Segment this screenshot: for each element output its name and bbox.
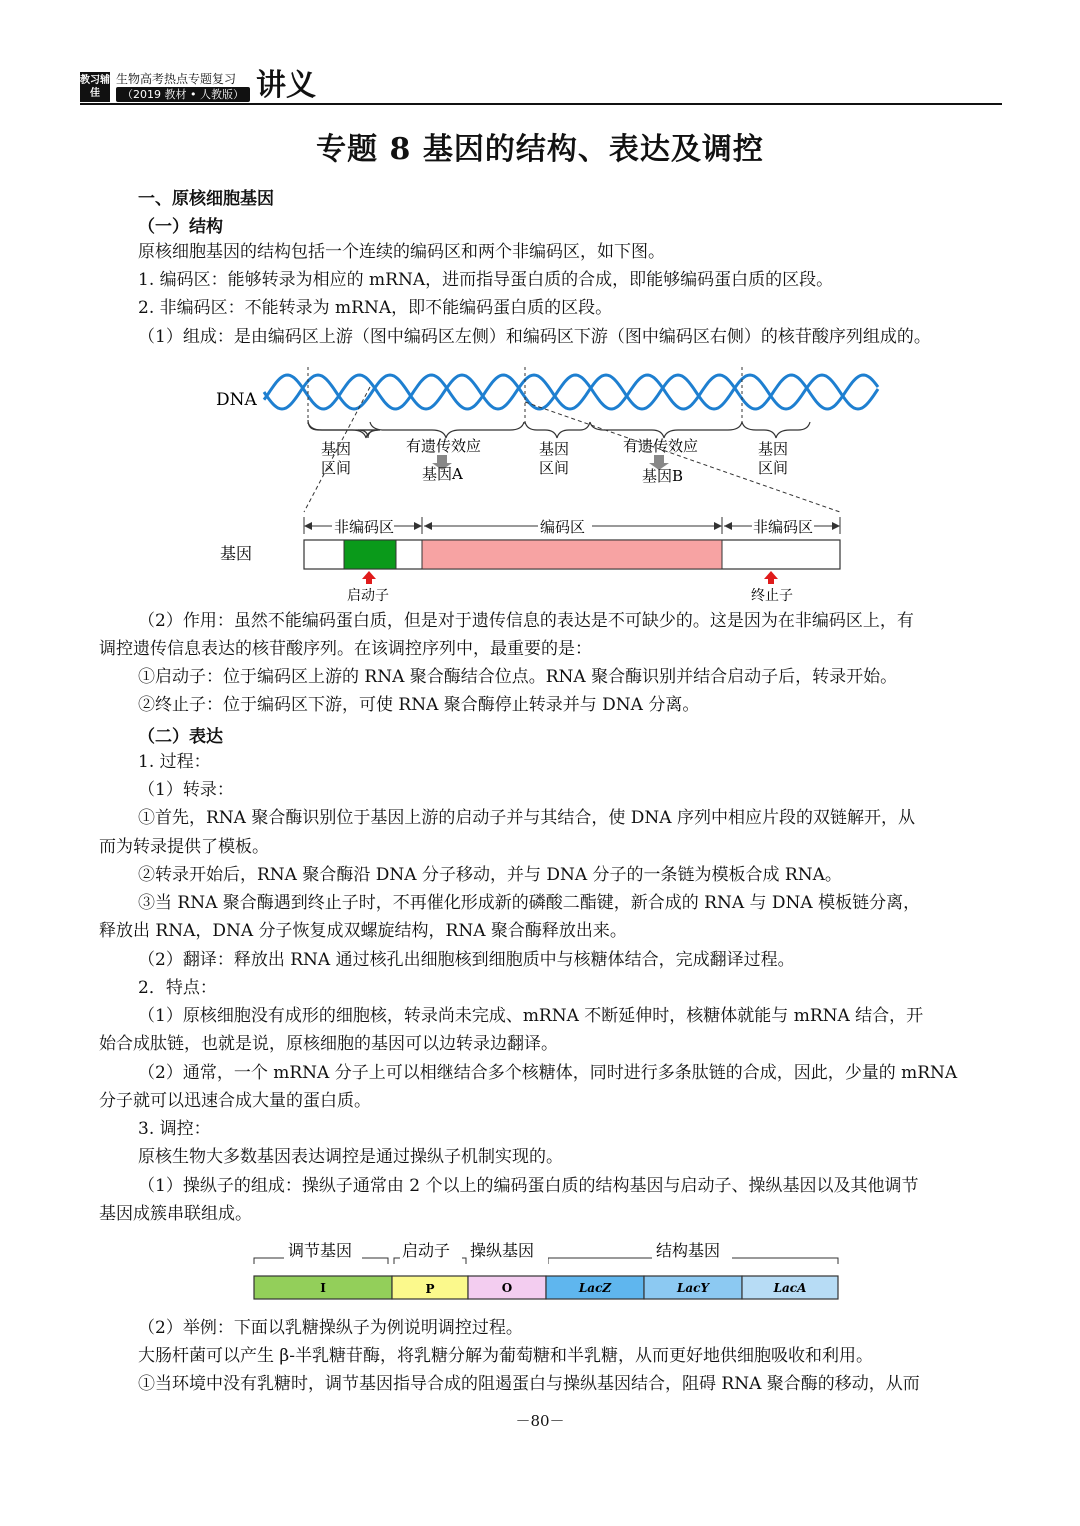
gene-structure-diagram (200, 362, 900, 612)
dna-strand-2 (264, 375, 878, 409)
page-title: 专题 8 基因的结构、表达及调控 (316, 132, 764, 167)
text-line: 分子就可以迅速合成大量的蛋白质。 (99, 1091, 371, 1111)
page-header (80, 68, 1002, 104)
text-line: （1）转录： (138, 780, 234, 800)
intergenic-label-3b: 区间 (758, 459, 789, 477)
noncoding-label-left: 非编码区 (334, 518, 395, 536)
text-line: 而为转录提供了模板。 (99, 837, 269, 857)
segment-lacz-label: LacZ (578, 1281, 612, 1295)
promoter-label: 启动子 (347, 588, 389, 604)
regulator-gene-label: 调节基因 (288, 1241, 353, 1260)
segment-laca-label: LacA (773, 1281, 807, 1295)
coding-label: 编码区 (540, 518, 586, 536)
text-line: 调控遗传信息表达的核苷酸序列。在该调控序列中，最重要的是： (99, 639, 592, 659)
terminator-label: 终止子 (751, 588, 793, 604)
gene-row-label: 基因 (220, 544, 253, 563)
promoter-arrow (362, 571, 376, 584)
text-line: 2. 非编码区：不能转录为 mRNA，即不能编码蛋白质的区段。 (138, 298, 613, 318)
intergenic-label-2a: 基因 (539, 440, 570, 458)
intergenic-label-2b: 区间 (539, 459, 570, 477)
intergenic-label-3a: 基因 (758, 440, 789, 458)
edition-label: （2019 教材 • 人教版） (116, 87, 250, 102)
effect-label-b: 有遗传效应 (623, 437, 699, 455)
segment-i-label: I (320, 1281, 326, 1295)
promoter-region-label: 启动子 (402, 1241, 451, 1260)
intergenic-label-1a: 基因 (321, 440, 352, 458)
page-number: －80－ (515, 1412, 565, 1430)
text-line: ①首先，RNA 聚合酶识别位于基因上游的启动子并与其结合，使 DNA 序列中相应片段的双链解开，从 (138, 808, 915, 828)
text-line: 2．特点： (138, 978, 217, 998)
gene-a-label: 基因A (422, 465, 463, 483)
text-line: 基因成簇串联组成。 (99, 1204, 252, 1224)
effect-label-a: 有遗传效应 (406, 437, 482, 455)
operon-diagram (250, 1236, 850, 1306)
text-line: 1. 编码区：能够转录为相应的 mRNA，进而指导蛋白质的合成，即能够编码蛋白质的区段。 (138, 270, 834, 290)
terminator-arrow (764, 571, 778, 584)
text-line: 原核生物大多数基因表达调控是通过操纵子机制实现的。 (138, 1147, 563, 1167)
noncoding-label-right: 非编码区 (753, 518, 814, 536)
text-line: ②转录开始后，RNA 聚合酶沿 DNA 分子移动，并与 DNA 分子的一条链为模板合成 RNA。 (138, 865, 842, 885)
subsection-heading-expression: （二）表达 (138, 727, 223, 747)
segment-p-label: P (425, 1282, 435, 1296)
text-line: 始合成肽链，也就是说，原核细胞的基因可以边转录边翻译。 (99, 1034, 558, 1054)
text-line: ②终止子：位于编码区下游，可使 RNA 聚合酶停止转录并与 DNA 分离。 (138, 695, 700, 715)
segment-lacy-label: LacY (676, 1281, 710, 1295)
dna-strand-1 (264, 375, 878, 409)
text-line: ①当环境中没有乳糖时，调节基因指导合成的阻遏蛋白与操纵基因结合，阻碍 RNA 聚合酶的移动，从而 (138, 1374, 920, 1394)
text-line: （1）操纵子的组成：操纵子通常由 2 个以上的编码蛋白质的结构基因与启动子、操纵基因以及其他调节 (138, 1176, 919, 1196)
arrow-to-gene-a (437, 455, 447, 463)
section-heading: 一、原核细胞基因 (138, 189, 274, 209)
publisher-logo: 教习辅佳 (80, 72, 110, 102)
operator-gene-label: 操纵基因 (470, 1241, 535, 1260)
text-line: 原核细胞基因的结构包括一个连续的编码区和两个非编码区，如下图。 (138, 242, 665, 262)
handout-label: 讲义 (256, 68, 316, 103)
arrow-to-gene-b (654, 455, 664, 463)
text-line: 大肠杆菌可以产生 β-半乳糖苷酶，将乳糖分解为葡萄糖和半乳糖，从而更好地供细胞吸收和利用。 (138, 1346, 873, 1366)
text-line: （2）通常，一个 mRNA 分子上可以相继结合多个核糖体，同时进行多条肽链的合成，因此，少量的 mRNA (138, 1063, 958, 1083)
text-line: ①启动子：位于编码区上游的 RNA 聚合酶结合位点。RNA 聚合酶识别并结合启动子后，转录开始。 (138, 667, 898, 687)
series-title: 生物高考热点专题复习 (116, 72, 237, 86)
text-line: 释放出 RNA，DNA 分子恢复成双螺旋结构，RNA 聚合酶释放出来。 (99, 921, 627, 941)
text-line: 3. 调控： (138, 1119, 211, 1139)
gene-b-label: 基因B (642, 467, 684, 485)
text-line: （1）组成：是由编码区上游（图中编码区左侧）和编码区下游（图中编码区右侧）的核苷酸序列组成的。 (138, 327, 931, 347)
promoter-segment (344, 540, 396, 569)
structural-genes-label: 结构基因 (656, 1241, 721, 1260)
text-line: （2）翻译：释放出 RNA 通过核孔出细胞核到细胞质中与核糖体结合，完成翻译过程。 (138, 950, 795, 970)
subsection-heading-structure: （一）结构 (138, 217, 223, 237)
text-line: 1. 过程： (138, 752, 211, 772)
text-line: （1）原核细胞没有成形的细胞核，转录尚未完成、mRNA 不断延伸时，核糖体就能与 mRNA 结合，开 (138, 1006, 924, 1026)
header-rule (80, 103, 1002, 105)
coding-segment (422, 540, 722, 569)
intergenic-label-1b: 区间 (321, 459, 352, 477)
segment-braces (308, 420, 810, 438)
text-line: ③当 RNA 聚合酶遇到终止子时，不再催化形成新的磷酸二酯键，新合成的 RNA 与 DNA 模板链分离， (138, 893, 921, 913)
text-line: （2）作用：虽然不能编码蛋白质，但是对于遗传信息的表达是不可缺少的。这是因为在非编码区上，有 (138, 611, 914, 631)
text-line: （2）举例：下面以乳糖操纵子为例说明调控过程。 (138, 1318, 523, 1338)
segment-o-label: O (501, 1281, 513, 1295)
dna-label: DNA (216, 390, 257, 410)
operon-segments (254, 1276, 838, 1299)
